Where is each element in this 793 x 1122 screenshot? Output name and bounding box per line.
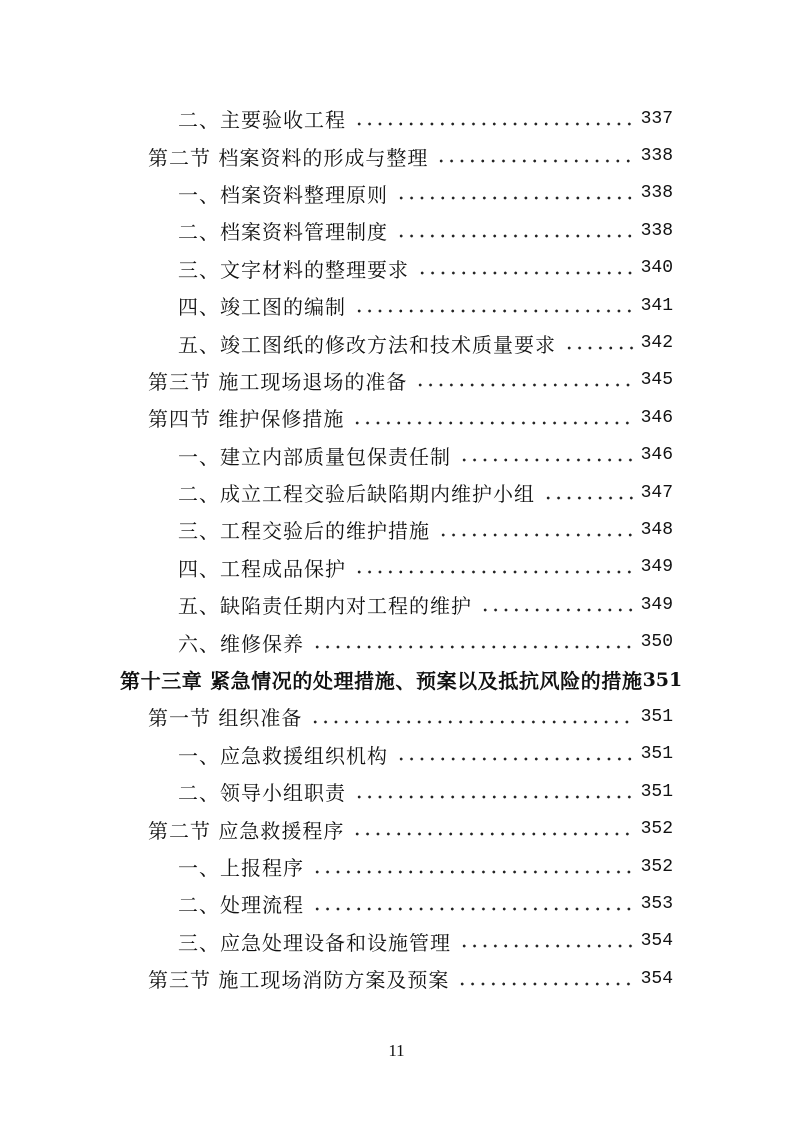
toc-entry-title: 二、领导小组职责	[178, 781, 346, 806]
toc-entry-title: 一、应急救援组织机构	[178, 743, 388, 768]
toc-item-entry	[0, 437, 793, 474]
toc-entry-page-number: 346	[640, 407, 673, 428]
toc-section-entry	[0, 698, 793, 735]
toc-entry-title: 四、工程成品保护	[178, 556, 346, 581]
toc-section-entry	[0, 960, 793, 997]
toc-item-entry	[0, 250, 793, 287]
toc-item-entry	[0, 773, 793, 810]
toc-item-entry	[0, 100, 793, 137]
toc-item-entry	[0, 175, 793, 212]
toc-entry-title: 第二节 档案资料的形成与整理	[148, 145, 429, 170]
toc-item-entry	[0, 549, 793, 586]
dot-leader	[310, 634, 635, 650]
toc-entry-page-number: 351	[640, 706, 673, 727]
toc-entry-title: 五、缺陷责任期内对工程的维护	[178, 594, 472, 619]
toc-item-entry	[0, 586, 793, 623]
toc-item-entry	[0, 885, 793, 922]
dot-leader	[352, 559, 635, 575]
toc-item-entry	[0, 511, 793, 548]
toc-entry-title: 第二节 应急救援程序	[148, 818, 345, 843]
dot-leader	[541, 485, 635, 501]
toc-entry-title: 四、竣工图的编制	[178, 295, 346, 320]
dot-leader	[457, 933, 635, 949]
toc-item-entry	[0, 474, 793, 511]
toc-entry-title: 第一节 组织准备	[148, 706, 303, 731]
toc-entry-page-number: 345	[640, 370, 673, 391]
toc-entry-title: 三、文字材料的整理要求	[178, 257, 409, 282]
toc-entry-title: 第三节 施工现场退场的准备	[148, 369, 408, 394]
toc-entry-page-number: 338	[640, 183, 673, 204]
toc-entry-page-number: 351	[640, 744, 673, 765]
dot-leader	[562, 335, 635, 351]
table-of-contents	[0, 100, 793, 997]
toc-entry-page-number: 338	[640, 146, 673, 167]
toc-entry-page-number: 349	[640, 594, 673, 615]
dot-leader	[413, 372, 634, 388]
toc-entry-page-number: 342	[640, 333, 673, 354]
toc-section-entry	[0, 137, 793, 174]
toc-chapter-entry	[0, 661, 793, 698]
dot-leader	[352, 111, 635, 127]
toc-item-entry	[0, 212, 793, 249]
toc-entry-title: 一、建立内部质量包保责任制	[178, 444, 451, 469]
toc-entry-page-number: 337	[640, 108, 673, 129]
toc-entry-page-number: 347	[640, 482, 673, 503]
dot-leader	[415, 260, 635, 276]
toc-item-entry	[0, 623, 793, 660]
toc-section-entry	[0, 399, 793, 436]
dot-leader	[350, 821, 634, 837]
dot-leader	[310, 859, 635, 875]
toc-entry-title: 五、竣工图纸的修改方法和技术质量要求	[178, 332, 556, 357]
toc-entry-page-number: 354	[640, 968, 673, 989]
toc-entry-page-number: 348	[640, 519, 673, 540]
dot-leader	[352, 784, 635, 800]
toc-entry-title: 第四节 维护保修措施	[148, 407, 345, 432]
toc-item-entry	[0, 848, 793, 885]
dot-leader	[394, 185, 635, 201]
dot-leader	[436, 522, 635, 538]
dot-leader	[434, 148, 634, 164]
dot-leader	[308, 709, 634, 725]
toc-entry-title: 二、处理流程	[178, 893, 304, 918]
toc-entry-page-number: 340	[640, 258, 673, 279]
toc-entry-title: 二、主要验收工程	[178, 108, 346, 133]
toc-entry-page-number: 353	[640, 893, 673, 914]
toc-entry-title: 一、上报程序	[178, 856, 304, 880]
toc-entry-title: 第十三章 紧急情况的处理措施、预案以及抵抗风险的措施	[120, 669, 643, 694]
toc-entry-page-number: 354	[640, 931, 673, 952]
dot-leader	[310, 896, 635, 912]
toc-entry-page-number: 352	[640, 819, 673, 840]
toc-entry-title: 二、成立工程交验后缺陷期内维护小组	[178, 482, 535, 507]
page-number: 11	[388, 1041, 405, 1060]
toc-item-entry	[0, 287, 793, 324]
toc-entry-page-number: 341	[640, 295, 673, 316]
toc-entry-page-number: 338	[640, 220, 673, 241]
toc-item-entry	[0, 324, 793, 361]
dot-leader	[350, 410, 634, 426]
toc-entry-page-number: 352	[640, 856, 673, 877]
toc-section-entry	[0, 362, 793, 399]
toc-entry-title: 一、档案资料整理原则	[178, 182, 388, 207]
dot-leader	[455, 971, 634, 987]
toc-entry-page-number: 351	[640, 781, 673, 802]
dot-leader	[478, 597, 635, 613]
toc-entry-title: 三、工程交验后的维护措施	[178, 519, 430, 544]
toc-entry-title: 二、档案资料管理制度	[178, 220, 388, 245]
dot-leader	[352, 298, 635, 314]
toc-entry-page-number: 346	[640, 445, 673, 466]
toc-entry-page-number: 349	[640, 557, 673, 578]
toc-entry-title: 六、维修保养	[178, 631, 304, 656]
toc-entry-title: 三、应急处理设备和设施管理	[178, 930, 451, 955]
dot-leader	[394, 746, 635, 762]
dot-leader	[394, 223, 635, 239]
toc-item-entry	[0, 923, 793, 960]
toc-section-entry	[0, 810, 793, 847]
toc-item-entry	[0, 736, 793, 773]
toc-entry-page-number: 350	[640, 632, 673, 653]
dot-leader	[457, 447, 635, 463]
toc-entry-page-number: 351	[642, 668, 683, 691]
toc-entry-title: 第三节 施工现场消防方案及预案	[148, 968, 450, 993]
